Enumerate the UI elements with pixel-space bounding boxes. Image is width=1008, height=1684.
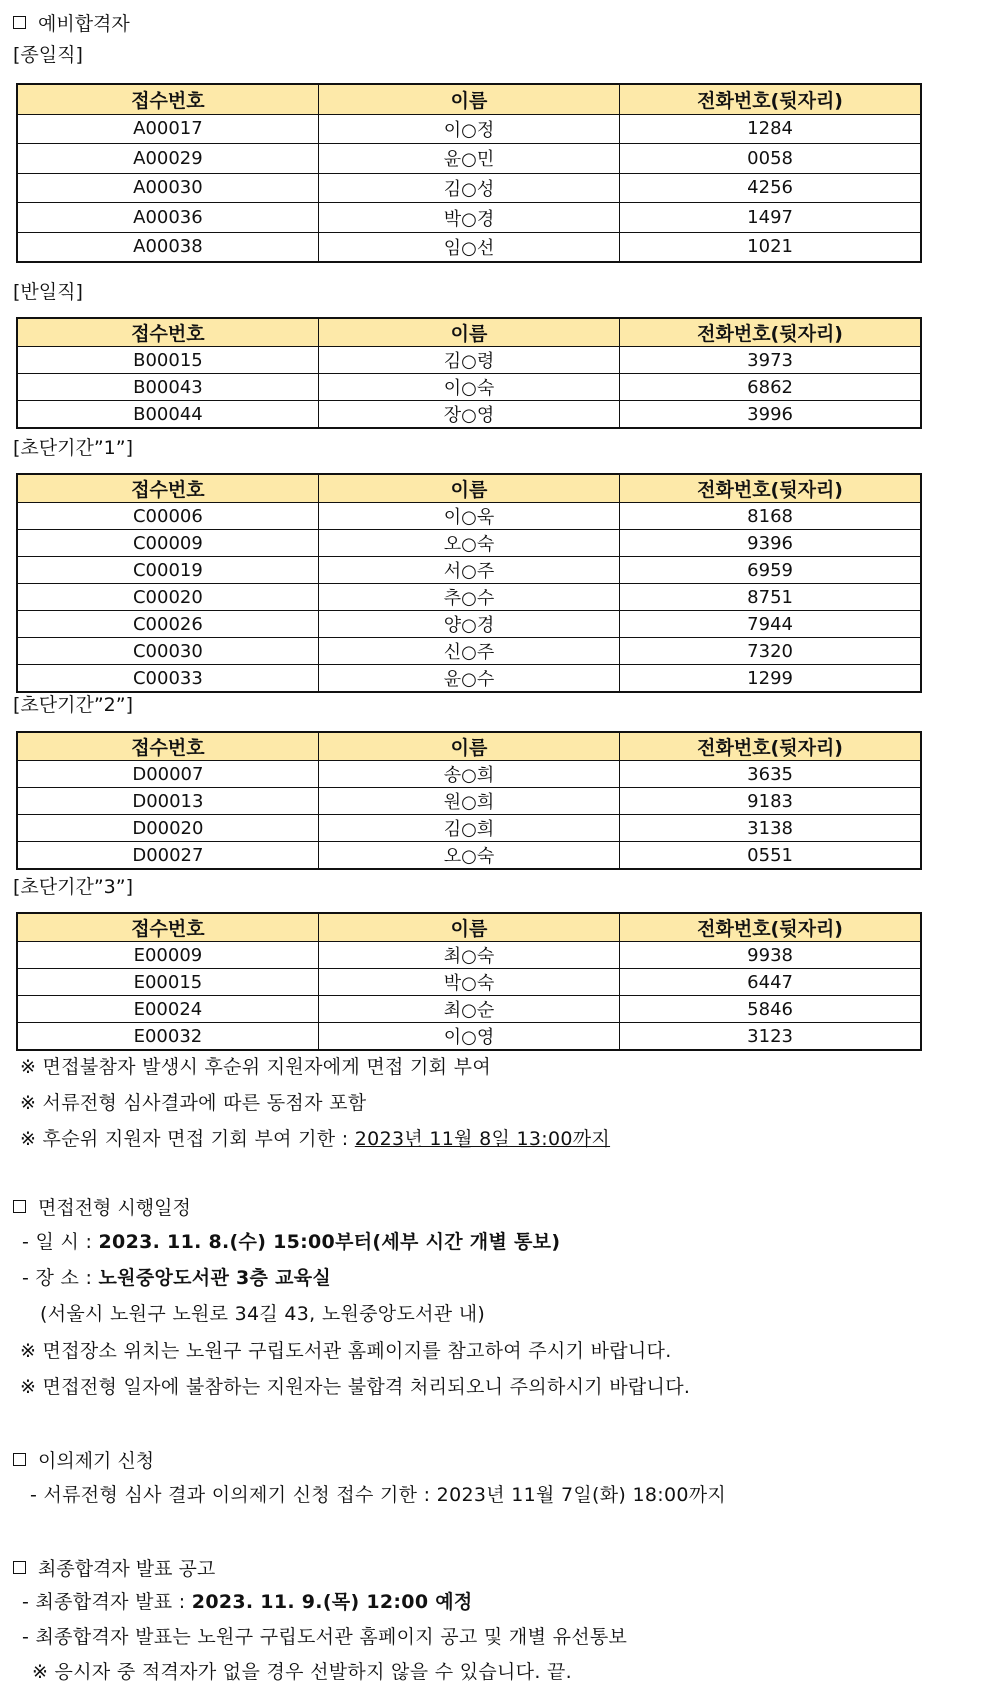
column-header: 전화번호(뒷자리) (620, 913, 921, 942)
section-heading-interview (13, 1193, 191, 1220)
column-header: 이름 (318, 732, 619, 761)
table-cell-id: C00009 (17, 530, 318, 557)
table-cell-name: 윤○민 (318, 144, 619, 174)
table-cell-name: 신○주 (318, 638, 619, 665)
column-header: 전화번호(뒷자리) (620, 474, 921, 503)
table-cell-name: 송○희 (318, 761, 619, 788)
section-heading-reserve (13, 9, 130, 36)
table-cell-id: A00036 (17, 203, 318, 233)
checkbox-square-icon (13, 16, 26, 29)
table-cell-name: 서○주 (318, 557, 619, 584)
column-header: 전화번호(뒷자리) (620, 318, 921, 347)
table-cell-phone: 3123 (620, 1023, 921, 1051)
table-cell-phone: 1299 (620, 665, 921, 693)
table-cell-phone: 6959 (620, 557, 921, 584)
table-row (17, 942, 921, 969)
table-cell-id: A00029 (17, 144, 318, 174)
interview-date (22, 1227, 560, 1254)
table-row (17, 203, 921, 233)
table-cell-name: 김○령 (318, 347, 619, 374)
final-announce-label: - 최종합격자 발표 : (22, 1591, 192, 1613)
table-cell-id: D00020 (17, 815, 318, 842)
table-cell-id: B00044 (17, 401, 318, 429)
table-row (17, 530, 921, 557)
table-cell-phone: 3973 (620, 347, 921, 374)
section-title: 예비합격자 (38, 13, 130, 35)
table-row (17, 788, 921, 815)
table-cell-phone: 0058 (620, 144, 921, 174)
table-cell-phone: 6447 (620, 969, 921, 996)
column-header: 접수번호 (17, 84, 318, 114)
table-cell-name: 임○선 (318, 232, 619, 262)
table-cell-id: A00017 (17, 114, 318, 144)
table-cell-name: 최○순 (318, 996, 619, 1023)
interview-date-label: - 일 시 : (22, 1231, 99, 1253)
note-3-prefix: ※ 후순위 지원자 면접 기회 부여 기한 : (20, 1128, 355, 1150)
interview-address: (서울시 노원구 노원로 34길 43, 노원중앙도서관 내) (40, 1303, 486, 1325)
reserve-table (16, 83, 922, 263)
table-row (17, 347, 921, 374)
table-header-row (17, 474, 921, 503)
table-row (17, 611, 921, 638)
table-row (17, 232, 921, 262)
final-line-2: - 최종합격자 발표는 노원구 구립도서관 홈페이지 공고 및 개별 유선통보 (22, 1626, 628, 1648)
table-cell-id: C00006 (17, 503, 318, 530)
table-label: [종일직] (13, 44, 83, 66)
final-announce (22, 1587, 473, 1614)
table-cell-phone: 3138 (620, 815, 921, 842)
table-row (17, 144, 921, 174)
table-cell-phone: 7320 (620, 638, 921, 665)
table-cell-phone: 9938 (620, 942, 921, 969)
table-cell-phone: 8751 (620, 584, 921, 611)
table-header-row (17, 913, 921, 942)
table-cell-name: 장○영 (318, 401, 619, 429)
table-cell-name: 김○성 (318, 173, 619, 203)
table-cell-phone: 5846 (620, 996, 921, 1023)
table-cell-id: A00030 (17, 173, 318, 203)
table-label: [초단기간”3”] (13, 876, 134, 898)
final-line-3: ※ 응시자 중 적격자가 없을 경우 선발하지 않을 수 있습니다. 끝. (32, 1661, 572, 1683)
table-row (17, 557, 921, 584)
table-cell-id: E00032 (17, 1023, 318, 1051)
table-row (17, 815, 921, 842)
table-cell-phone: 0551 (620, 842, 921, 870)
table-cell-phone: 1497 (620, 203, 921, 233)
table-row (17, 996, 921, 1023)
table-cell-name: 이○욱 (318, 503, 619, 530)
table-cell-phone: 4256 (620, 173, 921, 203)
table-cell-name: 박○경 (318, 203, 619, 233)
table-cell-name: 양○경 (318, 611, 619, 638)
table-cell-name: 추○수 (318, 584, 619, 611)
reserve-table (16, 317, 922, 429)
table-cell-id: C00020 (17, 584, 318, 611)
objection-title: 이의제기 신청 (38, 1450, 155, 1472)
table-cell-id: C00026 (17, 611, 318, 638)
table-row (17, 1023, 921, 1051)
table-row (17, 584, 921, 611)
objection-line: - 서류전형 심사 결과 이의제기 신청 접수 기한 : 2023년 11월 7일(화) 18:00까지 (30, 1484, 727, 1506)
table-cell-name: 최○숙 (318, 942, 619, 969)
table-cell-id: D00007 (17, 761, 318, 788)
section-heading-final (13, 1554, 215, 1581)
interview-title: 면접전형 시행일정 (38, 1197, 191, 1219)
table-label: [초단기간”2”] (13, 694, 134, 716)
final-announce-value: 2023. 11. 9.(목) 12:00 예정 (191, 1591, 473, 1613)
table-cell-name: 오○숙 (318, 842, 619, 870)
table-cell-id: E00024 (17, 996, 318, 1023)
column-header: 이름 (318, 84, 619, 114)
column-header: 이름 (318, 913, 619, 942)
table-label: [반일직] (13, 281, 83, 303)
table-cell-phone: 7944 (620, 611, 921, 638)
table-cell-name: 원○희 (318, 788, 619, 815)
column-header: 이름 (318, 318, 619, 347)
table-cell-id: B00043 (17, 374, 318, 401)
table-row (17, 114, 921, 144)
interview-date-value: 2023. 11. 8.(수) 15:00부터(세부 시간 개별 통보) (98, 1231, 561, 1253)
table-row (17, 969, 921, 996)
table-cell-phone: 1021 (620, 232, 921, 262)
column-header: 전화번호(뒷자리) (620, 732, 921, 761)
table-label: [초단기간”1”] (13, 437, 134, 459)
table-cell-phone: 9183 (620, 788, 921, 815)
table-cell-id: D00013 (17, 788, 318, 815)
table-header-row (17, 732, 921, 761)
table-cell-name: 이○숙 (318, 374, 619, 401)
column-header: 전화번호(뒷자리) (620, 84, 921, 114)
table-cell-id: A00038 (17, 232, 318, 262)
table-row (17, 173, 921, 203)
note-1: ※ 면접불참자 발생시 후순위 지원자에게 면접 기회 부여 (20, 1056, 491, 1078)
checkbox-square-icon (13, 1200, 26, 1213)
table-cell-name: 박○숙 (318, 969, 619, 996)
final-title: 최종합격자 발표 공고 (38, 1558, 216, 1580)
table-row (17, 638, 921, 665)
table-cell-id: E00009 (17, 942, 318, 969)
column-header: 접수번호 (17, 474, 318, 503)
table-cell-phone: 1284 (620, 114, 921, 144)
table-cell-phone: 3996 (620, 401, 921, 429)
column-header: 이름 (318, 474, 619, 503)
table-row (17, 374, 921, 401)
interview-note-1: ※ 면접장소 위치는 노원구 구립도서관 홈페이지를 참고하여 주시기 바랍니다. (20, 1340, 672, 1362)
note-3 (20, 1124, 610, 1151)
table-cell-phone: 3635 (620, 761, 921, 788)
interview-note-2: ※ 면접전형 일자에 불참하는 지원자는 불합격 처리되오니 주의하시기 바랍니다. (20, 1376, 691, 1398)
table-cell-id: E00015 (17, 969, 318, 996)
table-cell-phone: 8168 (620, 503, 921, 530)
table-cell-phone: 6862 (620, 374, 921, 401)
table-header-row (17, 318, 921, 347)
reserve-table (16, 731, 922, 870)
table-cell-name: 이○정 (318, 114, 619, 144)
table-row (17, 665, 921, 693)
table-cell-name: 이○영 (318, 1023, 619, 1051)
table-row (17, 761, 921, 788)
reserve-table (16, 912, 922, 1051)
interview-place (22, 1263, 331, 1290)
table-cell-phone: 9396 (620, 530, 921, 557)
table-cell-id: B00015 (17, 347, 318, 374)
table-row (17, 503, 921, 530)
note-2: ※ 서류전형 심사결과에 따른 동점자 포함 (20, 1092, 367, 1114)
column-header: 접수번호 (17, 913, 318, 942)
table-header-row (17, 84, 921, 114)
table-cell-name: 오○숙 (318, 530, 619, 557)
checkbox-square-icon (13, 1561, 26, 1574)
table-cell-id: C00033 (17, 665, 318, 693)
interview-place-value: 노원중앙도서관 3층 교육실 (98, 1267, 332, 1289)
table-row (17, 401, 921, 429)
section-heading-objection (13, 1446, 154, 1473)
note-3-deadline: 2023년 11월 8일 13:00까지 (354, 1128, 611, 1150)
column-header: 접수번호 (17, 732, 318, 761)
table-cell-name: 김○희 (318, 815, 619, 842)
reserve-table (16, 473, 922, 693)
table-cell-id: D00027 (17, 842, 318, 870)
table-row (17, 842, 921, 870)
column-header: 접수번호 (17, 318, 318, 347)
table-cell-id: C00030 (17, 638, 318, 665)
interview-place-label: - 장 소 : (22, 1267, 99, 1289)
table-cell-id: C00019 (17, 557, 318, 584)
table-cell-name: 윤○수 (318, 665, 619, 693)
checkbox-square-icon (13, 1453, 26, 1466)
